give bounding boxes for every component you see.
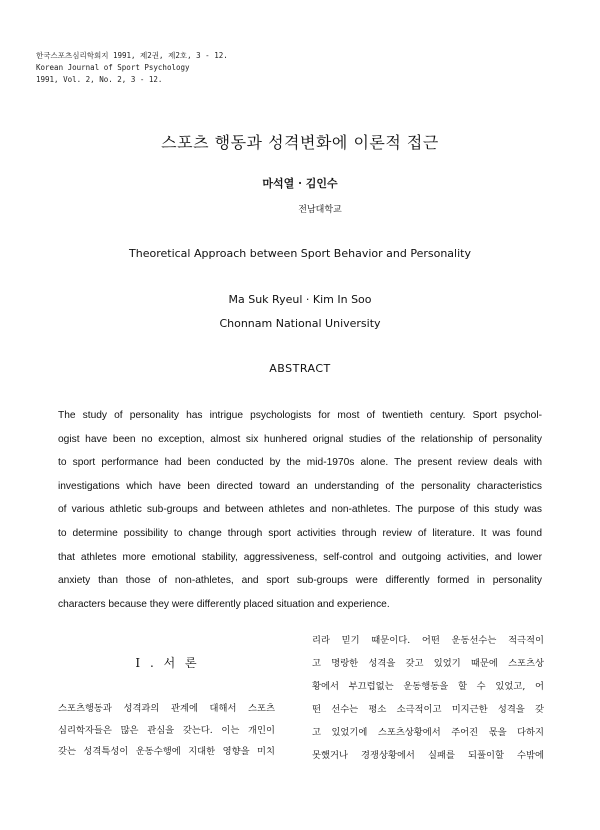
body-column-right <box>312 629 544 767</box>
abstract-line: characters because they were differently placed situation and experience. <box>58 598 390 610</box>
body-line: 황에서 부끄럽없는 운동행동을 할 수 있었고, 어 <box>312 681 544 692</box>
body-line: 못했거나 경쟁상황에서 실패를 되풀이할 수밖에 <box>312 750 544 761</box>
abstract-line: to sport performance had been conducted by the mid-1970s alone. The present review deals with <box>58 457 542 469</box>
paper-title-korean: 스포츠 행동과 성격변화에 이론적 접근 <box>161 133 439 152</box>
abstract-line: that athletes more emotional stability, aggressiveness, self-control and outgoing activities, and lower <box>58 551 542 563</box>
affiliation-english: Chonnam National University <box>219 317 381 330</box>
abstract-line: The study of personality has intrigue psychologists for most of twentieth century. Sport psychol- <box>58 410 542 421</box>
section-heading-introduction: I . 서 론 <box>135 656 200 670</box>
abstract-line: to determine possibility to change through sport activities through review of literature. It was found <box>58 527 542 539</box>
journal-name-english: Korean Journal of Sport Psychology <box>36 63 190 72</box>
paper-title-english: Theoretical Approach between Sport Behavior and Personality <box>129 247 471 260</box>
authors-english: Ma Suk Ryeul · Kim In Soo <box>228 293 372 306</box>
abstract-line: anxiety than those of non-athletes, and sport sub-groups were differently formed in personality <box>58 575 542 587</box>
abstract-line: of various athletic sub-groups and between athletes and non-athletes. The purpose of this study was <box>58 504 542 516</box>
abstract-heading: ABSTRACT <box>269 362 331 375</box>
body-line: 심리학자들은 많은 관심을 갖는다. 이는 개인이 <box>58 724 275 736</box>
body-line: 스포츠행동과 성격과의 관계에 대해서 스포츠 <box>58 703 275 714</box>
abstract-line: investigations which have been directed toward an understanding of the personality characteristics <box>58 480 542 492</box>
body-line: 고 명랑한 성격을 갖고 있었기 때문에 스포츠상 <box>312 658 544 669</box>
journal-citation-korean: 한국스포츠심리학회지 1991, 제2권, 제2호, 3 - 12. <box>36 51 228 60</box>
body-line: 떤 선수는 평소 소극적이고 미지근한 성격을 갖 <box>312 704 544 715</box>
journal-volume-english: 1991, Vol. 2, No. 2, 3 - 12. <box>36 75 163 84</box>
affiliation-korean: 전남대학교 <box>298 205 342 215</box>
body-line: 갖는 성격특성이 운동수행에 지대한 영향을 미치 <box>58 746 275 757</box>
body-column-left <box>58 698 275 763</box>
journal-citation <box>36 50 228 86</box>
body-line: 고 있었기에 스포츠상황에서 주어진 몫을 다하지 <box>312 727 544 738</box>
abstract-body <box>58 404 542 616</box>
authors-korean: 마석열 · 김인수 <box>262 177 338 190</box>
body-line: 리라 믿기 때문이다. 어떤 운동선수는 적극적이 <box>312 635 544 646</box>
abstract-line: ogist have been no exception, almost six hunhered orignal studies of the relationship of personality <box>58 433 542 445</box>
